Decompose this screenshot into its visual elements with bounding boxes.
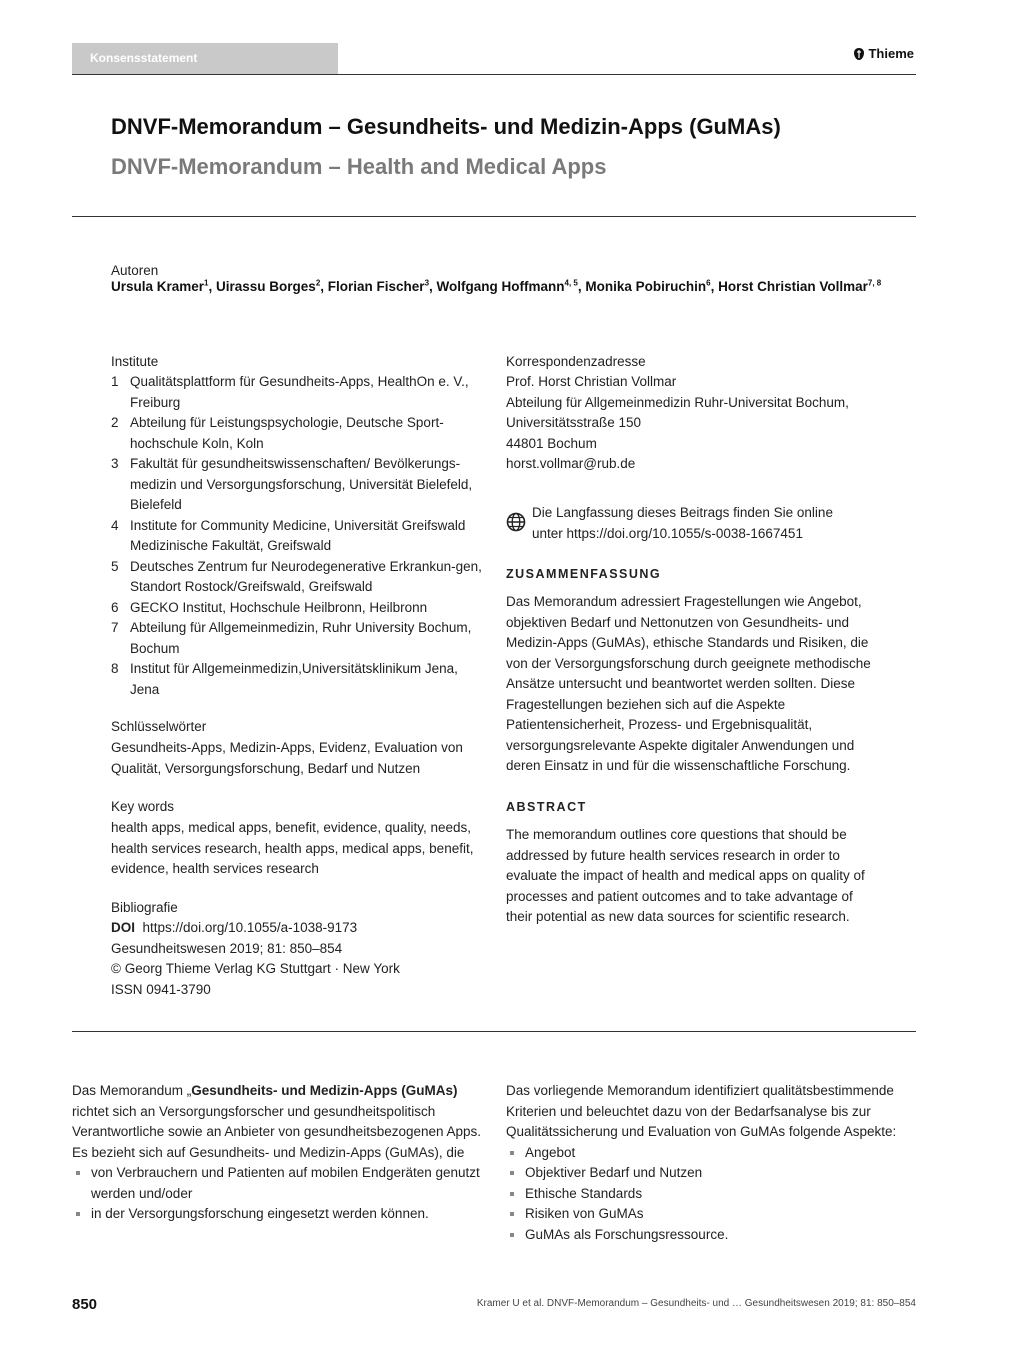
institute-item xyxy=(111,454,486,516)
correspondence-address xyxy=(506,372,886,475)
page-title: DNVF-Memorandum – Gesundheits- und Medizin-Apps (GuMAs) xyxy=(111,114,781,139)
copyright-line: © Georg Thieme Verlag KG Stuttgart · New York xyxy=(111,961,400,976)
institute-number: 5 xyxy=(111,558,119,574)
institute-item xyxy=(111,557,486,598)
zusammenfassung-heading: ZUSAMMENFASSUNG xyxy=(506,567,662,581)
institute-text: GECKO Institut, Hochschule Heilbronn, Heilbronn xyxy=(130,599,428,615)
online-note xyxy=(506,503,886,544)
institute-text: Institute for Community Medicine, Universität Greifswald Medizinische Fakultät, Greifswald xyxy=(130,517,466,553)
author-separator: , xyxy=(320,279,328,294)
author-name: Uirassu Borges xyxy=(216,279,316,294)
correspondence-street: Universitätsstraße 150 xyxy=(506,415,642,430)
abstract-divider xyxy=(72,1031,916,1032)
online-note-text xyxy=(532,503,833,544)
institute-text: Abteilung für Allgemeinmedizin, Ruhr University Bochum, Bochum xyxy=(130,620,472,656)
author-name: Wolfgang Hoffmann xyxy=(436,279,565,294)
online-note-line1: Die Langfassung dieses Beitrags finden Sie online xyxy=(532,505,833,520)
institute-list xyxy=(111,372,486,700)
abstract-heading: ABSTRACT xyxy=(506,800,587,814)
institute-item xyxy=(111,659,486,700)
page-number: 850 xyxy=(72,1296,98,1313)
correspondence-email[interactable]: horst.vollmar@rub.de xyxy=(506,456,636,471)
list-item: in der Versorgungsforschung eingesetzt werden können. xyxy=(72,1204,484,1225)
institute-number: 3 xyxy=(111,456,119,471)
keywords-en-label: Key words xyxy=(111,799,175,814)
institute-number: 6 xyxy=(111,599,119,615)
keywords-de-text: Gesundheits-Apps, Medizin-Apps, Evidenz, Evaluation von Qualität, Versorgungsforschung, Bedarf und Nutzen xyxy=(111,740,463,776)
bibliography-block xyxy=(111,918,486,1000)
institute-number: 1 xyxy=(111,374,119,389)
author-name: Monika Pobiruchin xyxy=(585,279,707,294)
bibliography-label: Bibliografie xyxy=(111,900,178,915)
list-item: GuMAs als Forschungsressource. xyxy=(506,1225,918,1246)
correspondence-label: Korrespondenzadresse xyxy=(506,354,646,369)
institute-number: 8 xyxy=(111,661,119,676)
list-item: Ethische Standards xyxy=(506,1184,918,1205)
institute-item xyxy=(111,516,486,557)
institute-text: Deutsches Zentrum fur Neurodegenerative Erkrankun-gen, Standort Rostock/Greifswald, Greifswald xyxy=(130,558,482,594)
intro-pre: Das Memorandum „ xyxy=(72,1083,192,1098)
institute-text: Institut für Allgemeinmedizin,Universitätsklinikum Jena, Jena xyxy=(130,661,458,697)
author-affiliation: 7, 8 xyxy=(867,278,882,288)
author-separator: , xyxy=(429,279,437,294)
footer-citation: Kramer U et al. DNVF-Memorandum – Gesundheits- und … Gesundheitswesen 2019; 81: 850–854 xyxy=(476,1298,916,1309)
title-divider xyxy=(72,216,916,217)
list-item: Angebot xyxy=(506,1143,918,1164)
institute-text: Fakultät für gesundheitswissenschaften/ Bevölkerungs-medizin und Versorgungsforschung, Universität Bielefeld, Bielefeld xyxy=(130,456,473,512)
author-affiliation: 4, 5 xyxy=(564,278,578,288)
journal-line: Gesundheitswesen 2019; 81: 850–854 xyxy=(111,940,343,956)
author-affiliation: 6 xyxy=(706,278,711,288)
globe-icon xyxy=(506,512,526,532)
institute-item xyxy=(111,413,486,454)
authors-label: Autoren xyxy=(111,263,159,278)
author-affiliation: 1 xyxy=(204,278,209,288)
issn-line: ISSN 0941-3790 xyxy=(111,981,211,997)
zusammenfassung-text: Das Memorandum adressiert Fragestellungen wie Angebot, objektiven Bedarf und Nettonutzen von Gesundheits- und Medizin-Apps (GuMAs), ethische Standards und Risiken, die von der Versorgungsforschung durch geeignete methodische Ansätze untersucht und beantwortet werden sollten. Diese Fragestellungen beziehen sich auf die Aspekte Patientensicherheit, Prozess- und Ergebnisqualität, versorgungsrelevante Aspekte digitaler Anwendungen und deren Einsatz in und für die wissenschaftliche Forschung. xyxy=(506,594,871,773)
thieme-logo-icon xyxy=(854,48,864,60)
intro-bold: Gesundheits- und Medizin-Apps (GuMAs) xyxy=(191,1083,458,1098)
header-divider xyxy=(72,74,916,75)
author-separator: , xyxy=(577,279,586,294)
institute-number: 7 xyxy=(111,620,119,635)
institute-item xyxy=(111,618,486,659)
keywords-en-text: health apps, medical apps, benefit, evidence, quality, needs, health services research, health apps, medical apps, benefit, evidence, health services research xyxy=(111,820,474,876)
list-item: Risiken von GuMAs xyxy=(506,1204,918,1225)
author-name: Ursula Kramer xyxy=(111,279,205,294)
online-note-link[interactable]: unter https://doi.org/10.1055/s-0038-1667451 xyxy=(532,525,803,541)
doi-label: DOI xyxy=(111,920,136,935)
correspondence-dept: Abteilung für Allgemeinmedizin Ruhr-Universitat Bochum, xyxy=(506,394,849,410)
institute-text: Qualitätsplattform für Gesundheits-Apps, HealthOn e. V., Freiburg xyxy=(130,374,469,410)
institute-item xyxy=(111,598,486,619)
doi-link[interactable]: https://doi.org/10.1055/a-1038-9173 xyxy=(142,920,358,935)
doi-line xyxy=(111,918,486,939)
publisher-logo xyxy=(854,46,914,61)
intro-post: richtet sich an Versorgungsforscher und gesundheitspolitisch Verantwortliche sowie an Anbieter von gesundheitsbezogenen Apps. Es bezieht sich auf Gesundheits- und Medizin-Apps (GuMAs), die xyxy=(72,1103,482,1160)
body-left xyxy=(72,1081,484,1225)
correspondence-city: 44801 Bochum xyxy=(506,435,597,451)
section-label: Konsensstatement xyxy=(72,43,338,74)
author-name: Florian Fischer xyxy=(327,279,425,294)
page-subtitle: DNVF-Memorandum – Health and Medical Apps xyxy=(111,154,607,179)
list-item: von Verbrauchern und Patienten auf mobilen Endgeräten genutzt werden und/oder xyxy=(72,1163,484,1204)
institutes-label: Institute xyxy=(111,354,159,369)
author-affiliation: 2 xyxy=(315,278,321,288)
author-affiliation: 3 xyxy=(424,278,430,288)
author-list xyxy=(111,277,891,296)
author-separator: , xyxy=(208,279,217,294)
body-left-bullets xyxy=(72,1163,484,1225)
body-left-intro xyxy=(72,1081,484,1163)
body-right xyxy=(506,1081,918,1245)
author-name: Horst Christian Vollmar xyxy=(718,279,868,294)
institute-number: 2 xyxy=(111,415,119,430)
body-right-intro: Das vorliegende Memorandum identifiziert qualitätsbestimmende Kriterien und beleuchtet dazu von der Bedarfsanalyse bis zur Qualitätssicherung und Evaluation von GuMAs folgende Aspekte: xyxy=(506,1083,897,1139)
publisher-name: Thieme xyxy=(868,46,914,61)
author-separator: , xyxy=(710,279,719,294)
abstract-text: The memorandum outlines core questions that should be addressed by future health services research in order to evaluate the impact of health and medical apps on quality of processes and patient outcomes and to take advantage of their potential as new data sources for scientific research. xyxy=(506,827,865,924)
institute-item xyxy=(111,372,486,413)
list-item: Objektiver Bedarf und Nutzen xyxy=(506,1163,918,1184)
keywords-de-label: Schlüsselwörter xyxy=(111,719,207,734)
body-right-bullets xyxy=(506,1143,918,1246)
institute-text: Abteilung für Leistungspsychologie, Deutsche Sport-hochschule Koln, Koln xyxy=(130,415,444,451)
correspondence-name: Prof. Horst Christian Vollmar xyxy=(506,374,677,389)
institute-number: 4 xyxy=(111,517,119,533)
